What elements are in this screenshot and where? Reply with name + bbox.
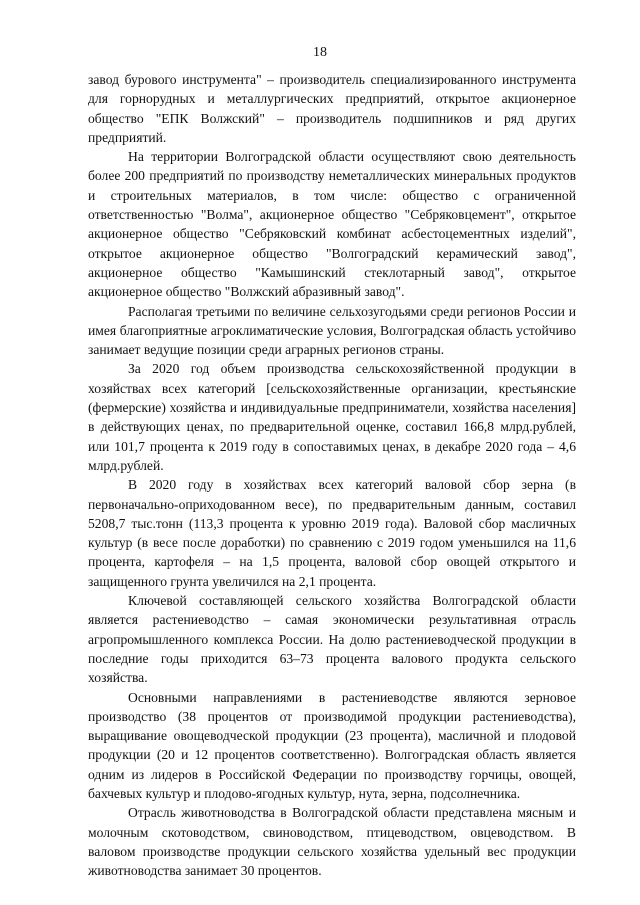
document-body (88, 70, 576, 880)
paragraph-grain-harvest: В 2020 году в хозяйствах всех категорий валовой сбор зерна (в первоначально-оприходованном весе), по предварительным данным, составил 5208,7 тыс.тонн (113,3 процента к уровню 2019 года). Валовой сбор масличных культур (в весе после доработки) по сравнению с 2019 годом уменьшился на 11,6 процента, картофеля – на 1,5 процента, валовой сбор овощей открытого и защищенного грунта увеличился на 2,1 процента. (88, 477, 576, 589)
paragraph-drilling-tools-continuation: завод бурового инструмента" – производитель специализированного инструмента для горнорудных и металлургических предприятий, открытое акционерное общество "ЕПК Волжский" – производитель подшипников и ряд других предприятий. (88, 72, 576, 145)
paragraph-agricultural-region: Располагая третьими по величине сельхозугодьями среди регионов России и имея благоприятные агроклиматические условия, Волгоградская область устойчиво занимает ведущие позиции среди аграрных регионов страны. (88, 303, 576, 358)
paragraph-crop-production: Ключевой составляющей сельского хозяйства Волгоградской области является растениеводство – самая экономически результативная отрасль агропромышленного комплекса России. На долю растениеводческой продукции в последние годы приходится 63–73 процента валового продукта сельского хозяйства. (88, 593, 576, 686)
paragraph-livestock: Отрасль животноводства в Волгоградской области представлена мясным и молочным скотоводством, свиноводством, птицеводством, овцеводством. В валовом производстве продукции сельского хозяйства удельный вес продукции животноводства занимает 30 процентов. (88, 805, 576, 879)
paragraph-agricultural-output-2020: За 2020 год объем производства сельскохозяйственной продукции в хозяйствах всех категорий [сельскохозяйственные организации, крестьянские (фермерские) хозяйства и индивидуальные предприниматели, хозяйства населения] в действующих ценах, по предварительной оценке, составил 166,8 млрд.рублей, или 101,7 процента к 2019 году в сопоставимых ценах, в декабре 2020 года – 4,6 млрд.рублей. (88, 361, 576, 473)
page-number: 18 (313, 45, 327, 60)
paragraph-building-materials: На территории Волгоградской области осуществляют свою деятельность более 200 предприятий по производству неметаллических минеральных продуктов и строительных материалов, в том числе: общество с ограниченной ответственностью "Волма", акционерное общество "Себряковцемент", открытое акционерное общество "Себряковский комбинат асбестоцементных изделий", открытое акционерное общество "Волгоградский керамический завод", акционерное общество "Камышинский стеклотарный завод", открытое акционерное общество "Волжский абразивный завод". (88, 149, 576, 300)
paragraph-crop-directions: Основными направлениями в растениеводстве являются зерновое производство (38 процентов от производимой продукции растениеводства), выращивание овощеводческой продукции (23 процента), масличной и плодовой продукции (20 и 12 процентов соответственно). Волгоградская область является одним из лидеров в Российской Федерации по производству горчицы, овощей, бахчевых культур и плодово-ягодных культур, нута, зерна, подсолнечника. (88, 689, 576, 801)
